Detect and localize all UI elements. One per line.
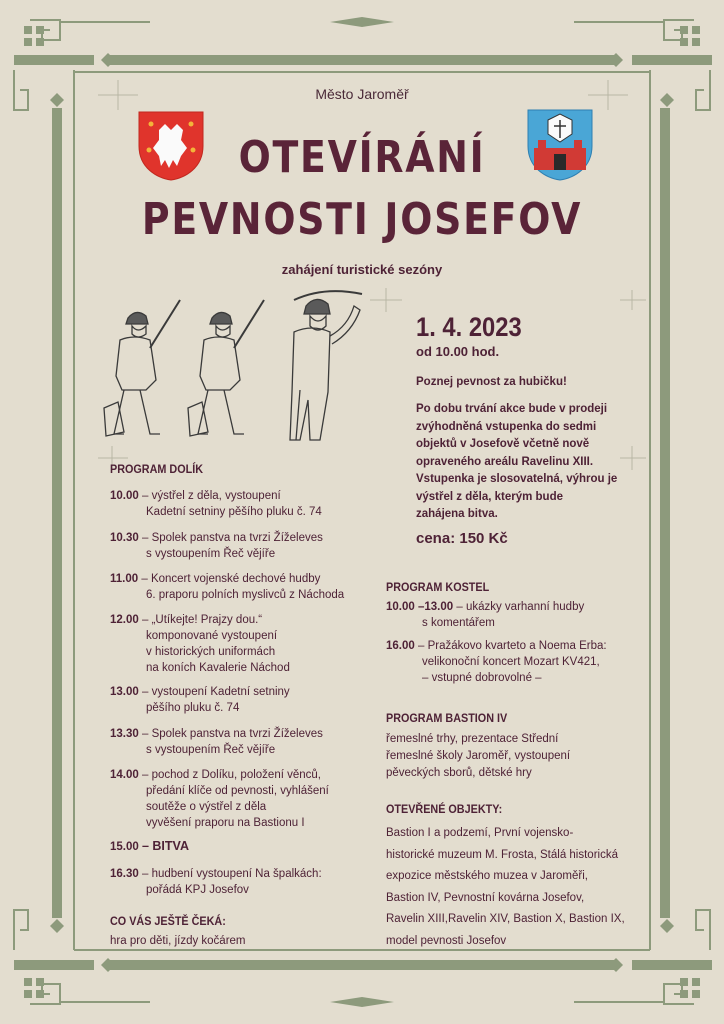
program-item <box>110 530 380 562</box>
program-text: vyvěšení praporu na Bastionu I <box>146 817 305 829</box>
bastion-line: řemeslné trhy, prezentace Střední <box>386 733 559 745</box>
program-time: 15.00 <box>110 841 139 853</box>
program-bastion-text <box>386 731 656 782</box>
program-text: komponované vystoupení <box>146 630 278 642</box>
description-line: zvýhodněná vstupenka do sedmi <box>416 420 597 433</box>
objekty-line: historické muzeum M. Frosta, Stálá historická <box>386 848 618 861</box>
program-text: 6. praporu polních myslivců z Náchoda <box>146 589 345 601</box>
program-text: s vystoupením Řeč vějíře <box>146 548 276 560</box>
program-time: 16.00 <box>386 640 415 652</box>
ticket-price: cena: 150 Kč <box>416 530 508 547</box>
program-time: 14.00 <box>110 769 139 781</box>
program-text: – Spolek panstva na tvrzi Žíželeves <box>141 532 323 544</box>
bastion-line: řemeslné školy Jaroměř, vystoupení <box>386 750 571 762</box>
program-text: – výstřel z děla, vystoupení <box>141 490 281 502</box>
program-dolik-heading: PROGRAM DOLÍK <box>110 462 204 476</box>
program-text: – vystoupení Kadetní setniny <box>141 686 290 698</box>
program-text: v historických uniformách <box>146 646 276 658</box>
objekty-line: expozice městského muzea v Jaroměři, <box>386 870 588 882</box>
program-text: předání klíče od pevnosti, vyhlášení <box>146 785 329 797</box>
objekty-line: Ravelin XIII,Ravelin XIV, Bastion X, Bastion IX, <box>386 913 625 925</box>
program-text: – vstupné dobrovolné – <box>422 672 542 684</box>
title-line-2: PEVNOSTI JOSEFOV <box>141 194 583 245</box>
extra-heading: CO VÁS JEŠTĚ ČEKÁ: <box>110 914 226 928</box>
program-item <box>110 767 380 831</box>
subtitle: zahájení turistické sezóny <box>281 262 443 277</box>
objekty-line: Bastion I a podzemí, První vojensko- <box>386 827 574 839</box>
program-text: – Pražákovo kvarteto a Noema Erba: <box>417 640 607 652</box>
program-text: velikonoční koncert Mozart KV421, <box>422 656 600 668</box>
objekty-line: Bastion IV, Pevnostní kovárna Josefov, <box>386 891 585 904</box>
program-text: pěšího pluku č. 74 <box>146 702 240 714</box>
program-time: 10.00 <box>110 490 139 502</box>
event-description <box>416 401 656 524</box>
event-time: od 10.00 hod. <box>416 344 500 359</box>
program-item <box>386 599 656 631</box>
bastion-line: pěveckých sborů, dětské hry <box>386 767 532 779</box>
program-item <box>110 726 380 758</box>
program-item <box>386 638 656 686</box>
description-line: objektů v Josefově včetně nově <box>416 438 590 450</box>
program-time: 16.30 <box>110 868 139 880</box>
program-text: s vystoupením Řeč vějíře <box>146 744 276 756</box>
event-date: 1. 4. 2023 <box>416 312 522 342</box>
program-item <box>110 838 380 855</box>
program-text: – „Utíkejte! Prajzy dou.“ <box>141 614 263 626</box>
description-line: výstřel z děla, kterým bude <box>416 490 564 503</box>
objekty-heading: OTEVŘENÉ OBJEKTY: <box>386 802 503 816</box>
program-text: na koních Kavalerie Náchod <box>146 662 290 674</box>
description-line: zahájena bitva. <box>416 508 498 520</box>
program-bastion-heading: PROGRAM BASTION IV <box>386 711 508 725</box>
event-tagline: Poznej pevnost za hubičku! <box>416 376 567 388</box>
program-text: pořádá KPJ Josefov <box>146 884 249 896</box>
soldiers-illustration <box>94 290 380 450</box>
title-line-1: OTEVÍRÁNÍ <box>238 132 486 183</box>
program-text: – BITVA <box>141 839 189 853</box>
description-line: opraveného areálu Ravelinu XIII. <box>416 455 594 468</box>
program-text: Kadetní setniny pěšího pluku č. 74 <box>146 506 322 518</box>
program-text: s komentářem <box>422 617 495 629</box>
program-kostel-heading: PROGRAM KOSTEL <box>386 580 490 594</box>
program-text: soutěže o výstřel z děla <box>146 801 267 813</box>
program-time: 10.00 –13.00 <box>386 601 454 613</box>
extra-text: hra pro děti, jízdy kočárem <box>110 935 246 947</box>
program-item <box>110 488 380 520</box>
program-time: 11.00 <box>110 573 139 585</box>
program-text: – Spolek panstva na tvrzi Žíželeves <box>141 728 323 740</box>
program-time: 13.00 <box>110 686 139 698</box>
description-line: Po dobu trvání akce bude v prodeji <box>416 403 608 415</box>
program-item <box>110 684 380 716</box>
program-time: 13.30 <box>110 728 139 740</box>
objekty-list <box>386 823 656 952</box>
program-time: 10.30 <box>110 532 139 544</box>
program-text: – Koncert vojenské dechové hudby <box>141 573 321 585</box>
program-time: 12.00 <box>110 614 139 626</box>
description-line: Vstupenka je slosovatelná, výhrou je <box>416 473 618 485</box>
program-item <box>110 866 380 898</box>
program-text: – pochod z Dolíku, položení věnců, <box>141 769 321 781</box>
program-text: – hudbení vystoupení Na špalkách: <box>141 868 322 880</box>
program-text: – ukázky varhanní hudby <box>456 601 585 613</box>
program-item <box>110 571 380 603</box>
objekty-line: model pevnosti Josefov <box>386 934 507 947</box>
program-item <box>110 612 380 676</box>
city-name: Město Jaroměř <box>315 86 409 102</box>
